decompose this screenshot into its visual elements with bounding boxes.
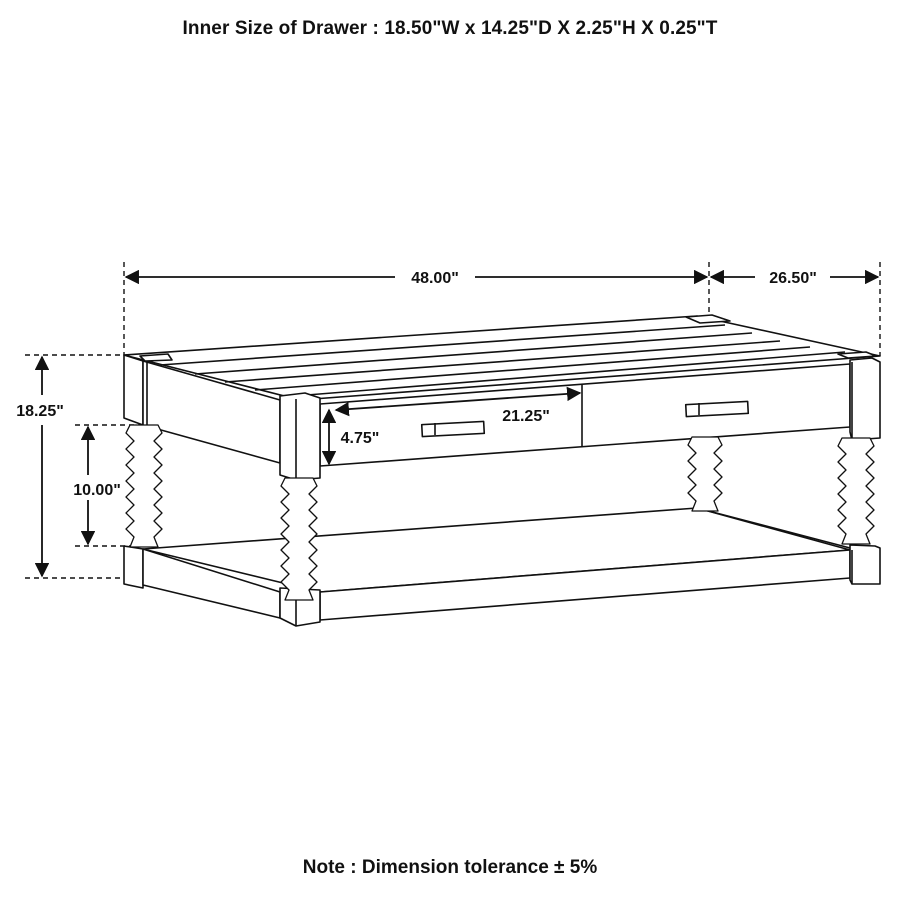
front-right-post <box>850 358 880 440</box>
leg-front-right <box>838 438 874 544</box>
depth-dimension-label: 26.50" <box>769 270 817 287</box>
drawer-inner-size-title: Inner Size of Drawer : 18.50"W x 14.25"D X 2.25"H X 0.25"T <box>182 18 718 39</box>
leg-back-left <box>126 425 162 547</box>
shelf-clearance-dimension-label: 10.00" <box>73 482 121 499</box>
drawer-pull-left <box>422 421 485 436</box>
dimension-tolerance-note: Note : Dimension tolerance ± 5% <box>302 857 598 878</box>
width-dimension-label: 48.00" <box>411 270 459 287</box>
overall-height-dimension-label: 18.25" <box>16 403 64 420</box>
leg-back-right <box>688 437 722 511</box>
drawer-width-dimension-label: 21.25" <box>502 408 550 425</box>
front-left-post <box>280 393 320 480</box>
drawer-pull-right <box>686 401 749 416</box>
bottom-shelf <box>124 508 880 626</box>
drawer-height-dimension-label: 4.75" <box>340 430 380 447</box>
leg-front-left <box>281 478 317 600</box>
